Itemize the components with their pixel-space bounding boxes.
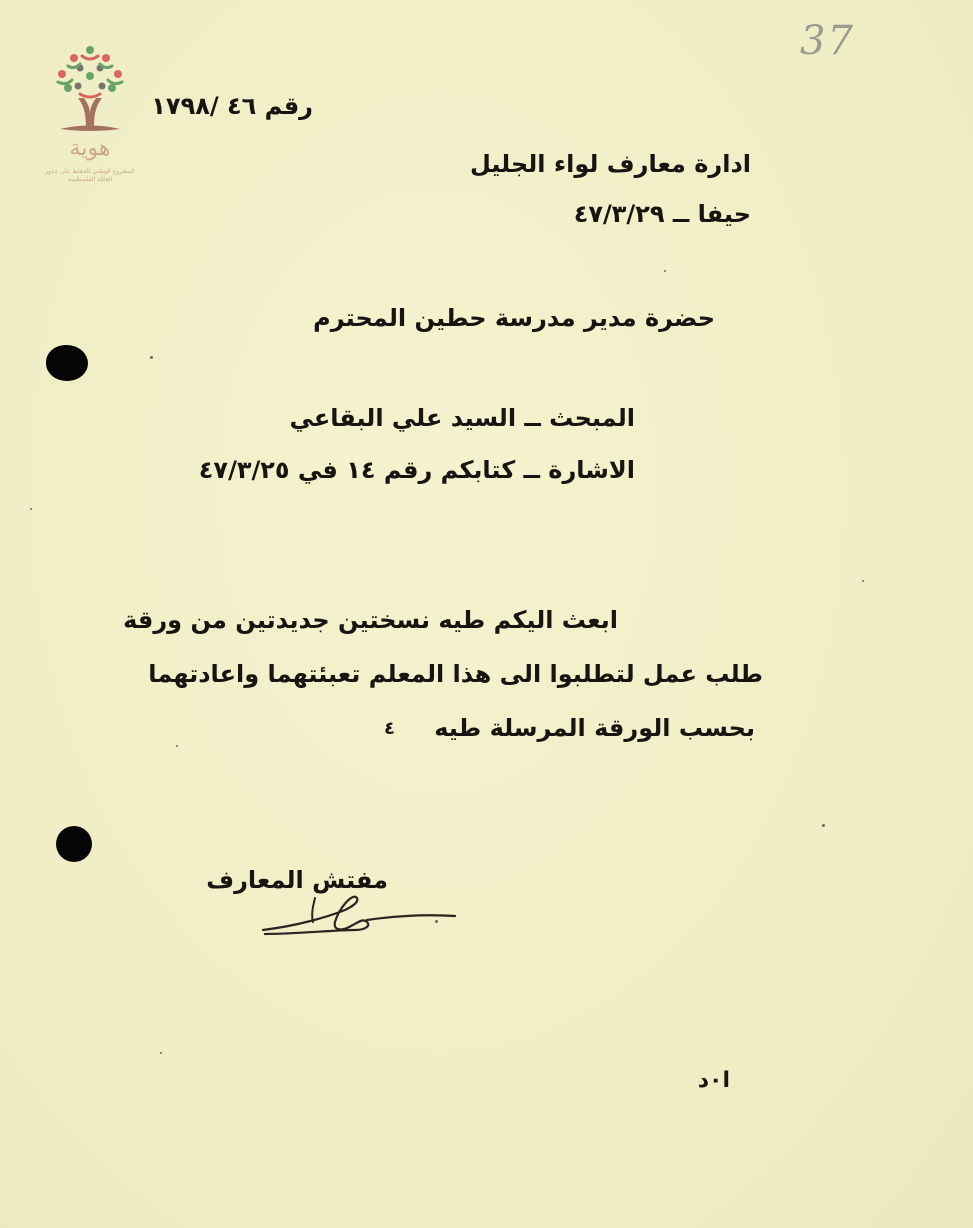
- body-line: طلب عمل لتطلبوا الى هذا المعلم تعبئتهما واعادتهما: [148, 660, 763, 688]
- body-line: بحسب الورقة المرسلة طيه: [434, 714, 755, 742]
- paper-speck: [862, 580, 864, 582]
- paper-speck: [30, 508, 32, 510]
- signatory-title: مفتش المعارف: [206, 866, 388, 894]
- typist-initials: ا٠د: [697, 1068, 730, 1093]
- subject-line: المبحث ــ السيد علي البقاعي: [289, 404, 635, 432]
- paper-speck: [664, 270, 666, 272]
- tree-logo-icon: [40, 36, 140, 136]
- paper-speck: [435, 920, 438, 923]
- logo-wordmark: هوية: [69, 136, 111, 161]
- paper-speck: [176, 745, 178, 747]
- paper-speck: [822, 824, 825, 827]
- punch-hole: [46, 345, 88, 381]
- addressee: حضرة مدير مدرسة حطين المحترم: [313, 304, 715, 332]
- punch-hole: [56, 826, 92, 862]
- logo: [40, 36, 140, 196]
- paper-speck: [160, 1052, 162, 1054]
- stray-mark: ٤: [384, 718, 395, 739]
- paper-speck: [150, 356, 153, 359]
- logo-tagline: المشروع الوطني للحفاظ على جذور العائلة الفلسطينية: [45, 168, 135, 183]
- sender-department: ادارة معارف لواء الجليل: [469, 150, 751, 178]
- body-line: ابعث اليكم طيه نسختين جديدتين من ورقة: [123, 606, 618, 634]
- reference-line: الاشارة ــ كتابكم رقم ١٤ في ٤٧/٣/٢٥: [198, 456, 635, 484]
- reference-number: رقم ٤٦ /١٧٩٨: [151, 92, 313, 120]
- handwritten-signature: [255, 888, 470, 948]
- page-number: 37: [800, 18, 855, 64]
- place-and-date: حيفا ــ ٤٧/٣/٢٩: [573, 200, 751, 228]
